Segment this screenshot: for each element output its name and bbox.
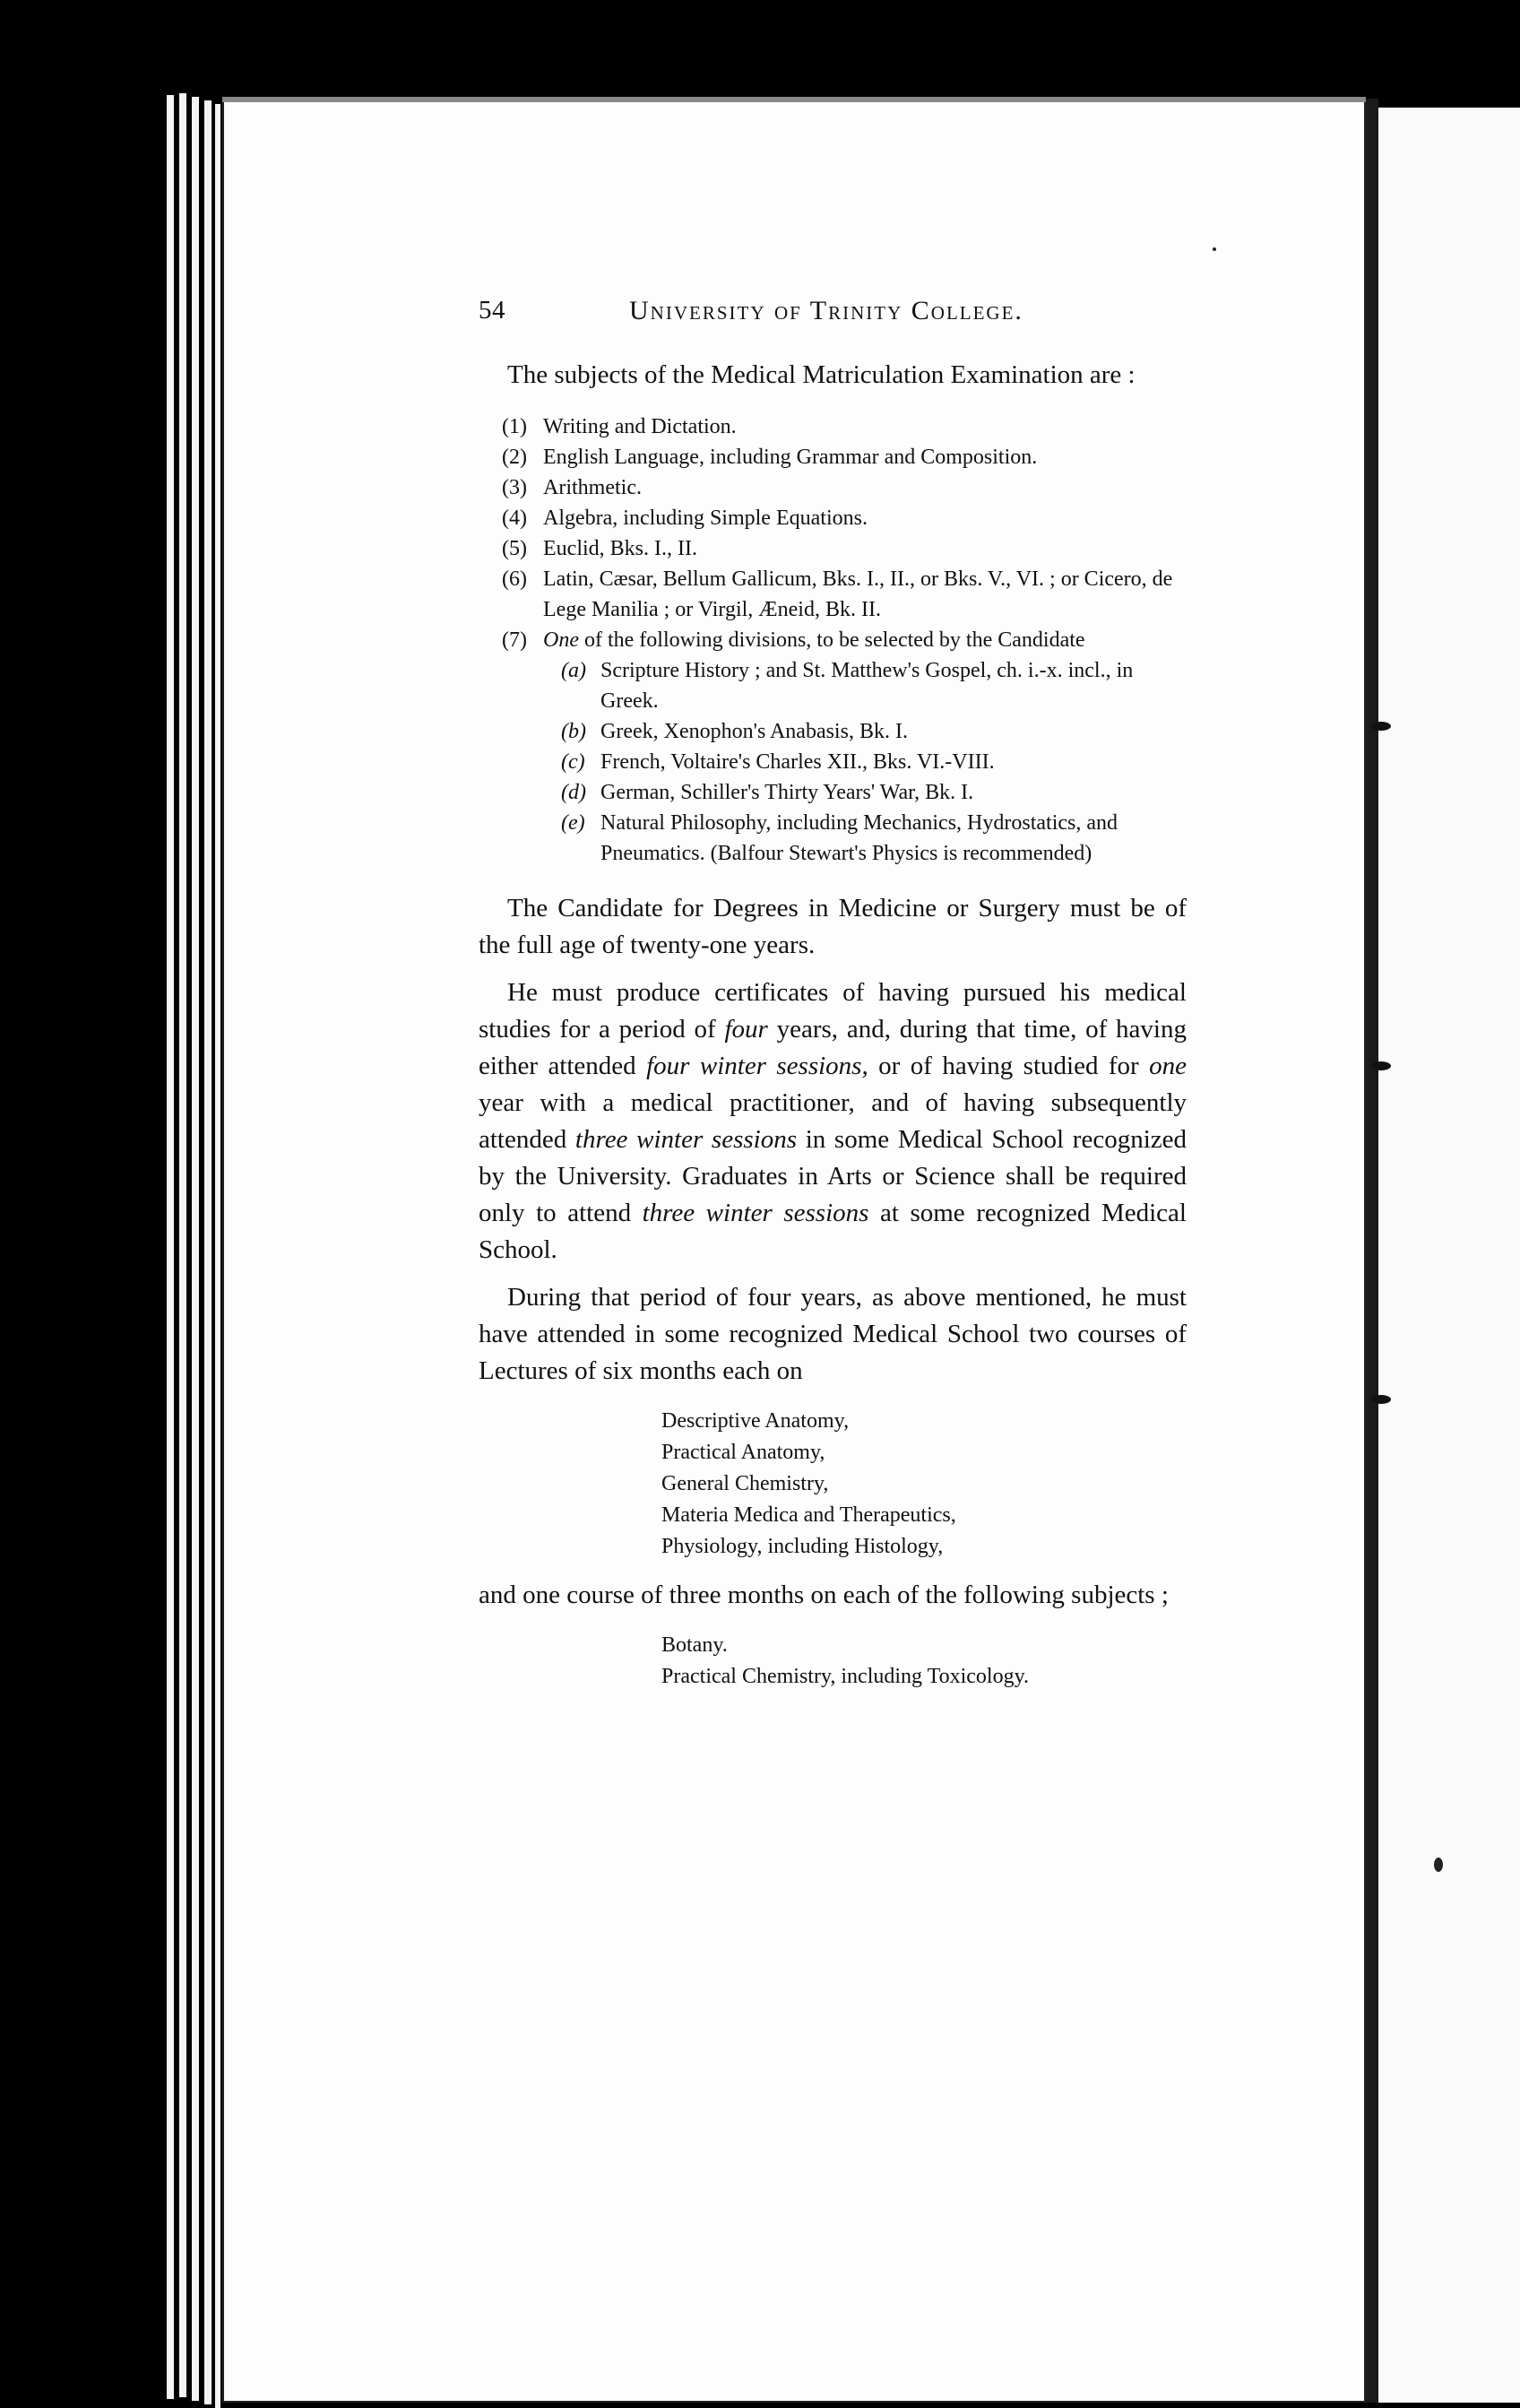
division-letter: (a) xyxy=(561,659,586,682)
margin-mark xyxy=(1371,722,1391,731)
list-item xyxy=(479,503,1187,533)
list-item xyxy=(479,564,1187,625)
division-text: Scripture History ; and St. Matthew's Gospel, ch. i.-x. incl., in Greek. xyxy=(600,659,1134,713)
subjects-list xyxy=(479,411,1187,869)
page-edge xyxy=(179,93,186,2397)
list-item xyxy=(479,472,1187,503)
text-run: or of having studied for xyxy=(868,1052,1150,1080)
division-item xyxy=(543,777,1187,808)
page-edge xyxy=(215,104,220,2408)
division-item xyxy=(543,808,1187,869)
division-letter: (c) xyxy=(561,750,585,774)
italic-run: one xyxy=(1149,1052,1187,1080)
text-run: in some Medical School recognized by the University. Graduates in Arts or Science shall be required only to attend xyxy=(479,1125,1187,1227)
italic-run: four winter sessions, xyxy=(646,1052,868,1080)
item-lead: One xyxy=(543,628,579,652)
running-title: University of Trinity College. xyxy=(629,296,1023,325)
list-item xyxy=(479,625,1187,869)
page-text xyxy=(479,296,1187,1707)
age-paragraph: The Candidate for Degrees in Medicine or Surgery must be of the full age of twenty-one years. xyxy=(479,894,1187,959)
list-item xyxy=(479,533,1187,564)
course-item: General Chemistry, xyxy=(661,1472,829,1495)
division-text: Greek, Xenophon's Anabasis, Bk. I. xyxy=(600,720,908,743)
list-item xyxy=(479,442,1187,472)
page-edge xyxy=(192,97,199,2401)
course-item: Physiology, including Histology, xyxy=(661,1535,944,1558)
facing-page xyxy=(1378,108,1520,2403)
certificates-paragraph xyxy=(479,974,1187,1269)
item-number: (6) xyxy=(502,567,527,591)
page-number: 54 xyxy=(479,296,505,325)
margin-mark xyxy=(1371,1061,1391,1070)
item-text: English Language, including Grammar and Composition. xyxy=(543,446,1038,469)
item-number: (2) xyxy=(502,446,527,469)
text-run: He must produce certificates of having pursued his medical studies for a period of xyxy=(479,978,1187,1044)
intro-paragraph: The subjects of the Medical Matriculation Examination are : xyxy=(507,360,1136,389)
item-number: (5) xyxy=(502,537,527,560)
item-text: Writing and Dictation. xyxy=(543,415,737,438)
text-run: at some recognized Medical School. xyxy=(479,1199,1187,1264)
item-text: Algebra, including Simple Equations. xyxy=(543,507,868,530)
page-edge xyxy=(204,100,212,2404)
item-text: Euclid, Bks. I., II. xyxy=(543,537,697,560)
speck xyxy=(1213,247,1216,251)
three-month-courses xyxy=(661,1630,1187,1693)
italic-run: three winter sessions xyxy=(642,1199,869,1227)
three-months-paragraph: and one course of three months on each of the following subjects ; xyxy=(479,1581,1169,1609)
item-number: (1) xyxy=(502,415,527,438)
division-item xyxy=(543,655,1187,716)
page-edge xyxy=(167,95,174,2399)
item-number: (7) xyxy=(502,628,527,652)
period-paragraph: During that period of four years, as above mentioned, he must have attended in some recognized Medical School two courses of Lectures of six months each on xyxy=(479,1283,1187,1385)
page-header xyxy=(479,296,1187,337)
division-item xyxy=(543,747,1187,777)
divisions-list xyxy=(543,655,1187,869)
margin-mark xyxy=(1371,1395,1391,1404)
text-run: years, and, during that time, of having either attended xyxy=(479,1015,1187,1080)
italic-run: three winter sessions xyxy=(574,1125,797,1154)
course-item: Descriptive Anatomy, xyxy=(661,1409,850,1433)
gutter xyxy=(1366,99,1378,2403)
item-number: (4) xyxy=(502,507,527,530)
item-text: Arithmetic. xyxy=(543,476,642,499)
division-text: French, Voltaire's Charles XII., Bks. VI.-VIII. xyxy=(600,750,995,774)
item-text: Latin, Cæsar, Bellum Gallicum, Bks. I., II., or Bks. V., VI. ; or Cicero, de Lege Manilia ; or Virgil, Æneid, Bk. II. xyxy=(543,567,1173,621)
division-letter: (b) xyxy=(561,720,586,743)
course-item: Practical Anatomy, xyxy=(661,1441,825,1464)
course-item: Practical Chemistry, including Toxicology. xyxy=(661,1665,1030,1688)
list-item xyxy=(479,411,1187,442)
page-top-edge xyxy=(222,97,1366,102)
six-month-courses xyxy=(661,1406,1187,1563)
course-item: Botany. xyxy=(661,1633,728,1657)
italic-run: four xyxy=(724,1015,768,1044)
division-item xyxy=(543,716,1187,747)
division-letter: (e) xyxy=(561,811,585,835)
item-number: (3) xyxy=(502,476,527,499)
text-run: year with a medical practitioner, and of having subsequently attended xyxy=(479,1088,1187,1154)
item-text: of the following divisions, to be selected by the Candidate xyxy=(578,628,1085,652)
course-item: Materia Medica and Therapeutics, xyxy=(661,1503,956,1527)
division-text: Natural Philosophy, including Mechanics, Hydrostatics, and Pneumatics. (Balfour Stewart's Physics is recommended) xyxy=(600,811,1118,865)
division-letter: (d) xyxy=(561,781,586,804)
division-text: German, Schiller's Thirty Years' War, Bk. I. xyxy=(600,781,974,804)
speck xyxy=(1434,1858,1443,1872)
